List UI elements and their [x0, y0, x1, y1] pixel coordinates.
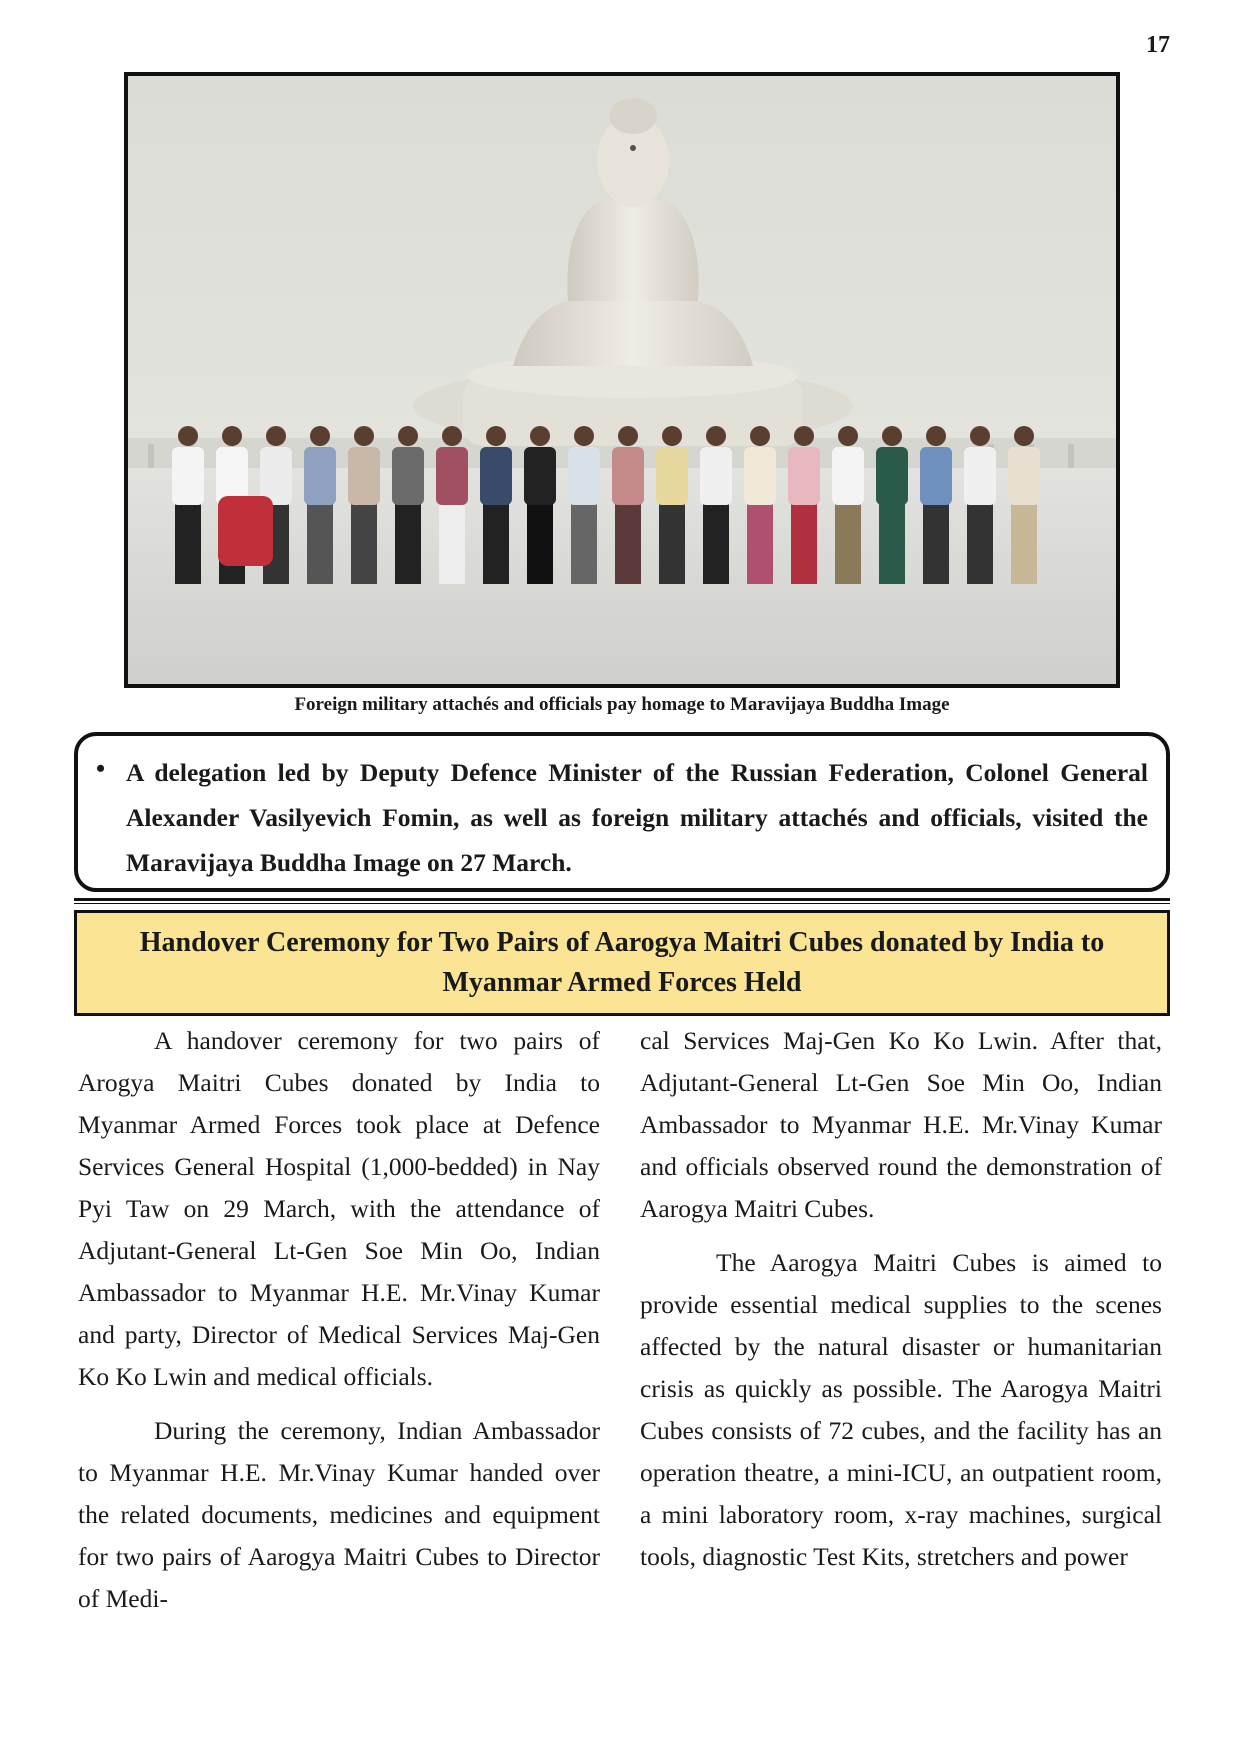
- paragraph: A handover ceremony for two pairs of Arogya Maitri Cubes donated by India to Myanmar Armed Forces took place at Defence Services General Hospital (1,000-bedded) in Nay Pyi Taw on 29 March, with the attendance of Adjutant-General Lt-Gen Soe Min Oo, Indian Ambassador to Myanmar H.E. Mr.Vinay Kumar and party, Director of Medical Services Maj-Gen Ko Ko Lwin and medical officials.: [78, 1026, 600, 1391]
- person-figure: [700, 426, 732, 584]
- page-number: 17: [1146, 32, 1170, 58]
- person-figure: [392, 426, 424, 584]
- person-figure: [832, 426, 864, 584]
- person-figure: [744, 426, 776, 584]
- article-right-column: [640, 1020, 1162, 1590]
- stroller: [218, 496, 273, 566]
- highlight-text: A delegation led by Deputy Defence Minister of the Russian Federation, Colonel General Alexander Vasilyevich Fomin, as well as foreign military attachés and officials, visited the Maravijaya Buddha Image on 27 March.: [126, 758, 1148, 877]
- person-figure: [568, 426, 600, 584]
- person-figure: [876, 426, 908, 584]
- article-headline-box: [74, 910, 1170, 1016]
- bullet-icon: •: [96, 754, 106, 783]
- divider-rule-thin: [74, 903, 1170, 904]
- person-figure: [348, 426, 380, 584]
- person-figure: [436, 426, 468, 584]
- group-photo: [124, 72, 1120, 688]
- person-figure: [920, 426, 952, 584]
- paragraph: During the ceremony, Indian Ambassador to Myanmar H.E. Mr.Vinay Kumar handed over the related documents, medicines and equipment for two pairs of Aarogya Maitri Cubes to Director of Medi-: [78, 1416, 600, 1613]
- person-figure: [612, 426, 644, 584]
- person-figure: [304, 426, 336, 584]
- photo-caption: Foreign military attachés and officials pay homage to Maravijaya Buddha Image: [294, 694, 950, 715]
- buddha-statue-photo: [128, 76, 1116, 684]
- person-figure: [656, 426, 688, 584]
- paragraph: The Aarogya Maitri Cubes is aimed to provide essential medical supplies to the scenes affected by the natural disaster or humanitarian crisis as quickly as possible. The Aarogya Maitri Cubes consists of 72 cubes, and the facility has an operation theatre, a mini-ICU, an outpatient room, a mini laboratory room, x-ray machines, surgical tools, diagnostic Test Kits, stretchers and power: [640, 1248, 1162, 1571]
- person-figure: [480, 426, 512, 584]
- person-figure: [788, 426, 820, 584]
- person-figure: [1008, 426, 1040, 584]
- divider-rule: [74, 898, 1170, 901]
- person-figure: [964, 426, 996, 584]
- paragraph: cal Services Maj-Gen Ko Ko Lwin. After that, Adjutant-General Lt-Gen Soe Min Oo, Indian Ambassador to Myanmar H.E. Mr.Vinay Kumar and officials observed round the demonstration of Aarogya Maitri Cubes.: [640, 1026, 1162, 1223]
- article-headline: Handover Ceremony for Two Pairs of Aarogya Maitri Cubes donated by India to Myanmar Armed Forces Held: [139, 927, 1105, 998]
- person-figure: [524, 426, 556, 584]
- person-figure: [172, 426, 204, 584]
- article-left-column: [78, 1020, 600, 1632]
- highlight-box: [74, 732, 1170, 892]
